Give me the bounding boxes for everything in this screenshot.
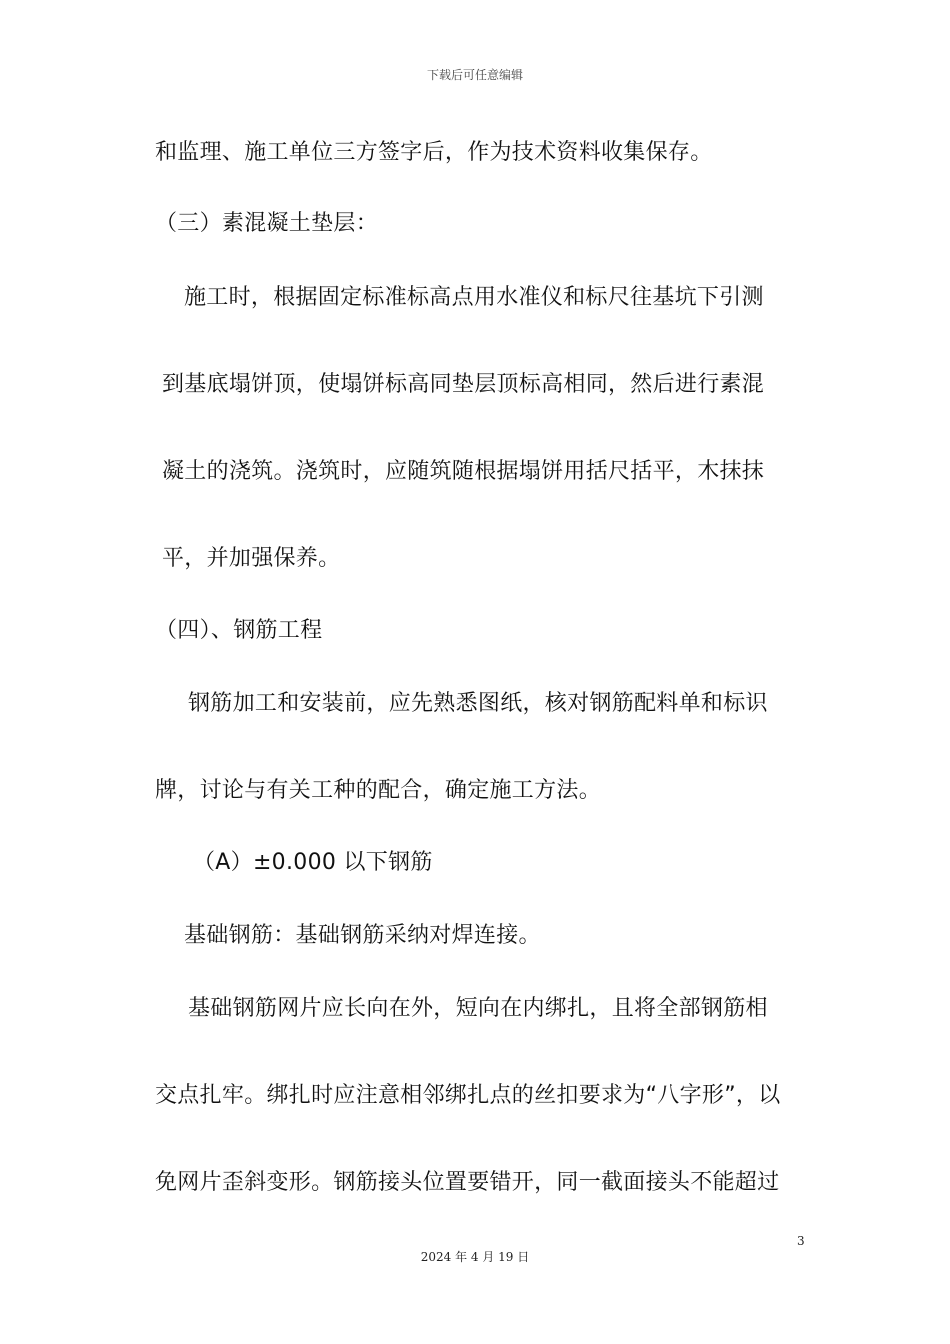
paragraph-line: 平，并加强保养。 — [162, 546, 341, 571]
footer-date: 2024 年 4 月 19 日 — [420, 1250, 530, 1264]
paragraph-line: 免网片歪斜变形。钢筋接头位置要错开，同一截面接头不能超过 — [155, 1170, 780, 1195]
paragraph-line: 交点扎牢。绑扎时应注意相邻绑扎点的丝扣要求为“八字形”，以 — [155, 1083, 781, 1108]
paragraph-line: 钢筋加工和安装前，应先熟悉图纸，核对钢筋配料单和标识 — [188, 691, 768, 716]
paragraph-line: 和监理、施工单位三方签字后，作为技术资料收集保存。 — [155, 140, 713, 165]
page-number: 3 — [797, 1234, 805, 1248]
paragraph-line: 到基底塌饼顶，使塌饼标高同垫层顶标高相同，然后进行素混 — [162, 372, 765, 397]
section-heading: （四）、钢筋工程 — [155, 618, 323, 643]
paragraph-line: 凝土的浇筑。浇筑时，应随筑随根据塌饼用括尺括平，木抹抹 — [162, 459, 765, 484]
subsection-heading: （A）±0.000 以下钢筋 — [193, 850, 433, 875]
paragraph-line: 牌，讨论与有关工种的配合，确定施工方法。 — [155, 778, 602, 803]
paragraph-line: 基础钢筋网片应长向在外，短向在内绑扎，且将全部钢筋相 — [188, 996, 768, 1021]
paragraph-line: 施工时，根据固定标准标高点用水准仪和标尺往基坑下引测 — [184, 285, 764, 310]
section-heading: （三）素混凝土垫层： — [155, 211, 379, 236]
header-note: 下载后可任意编辑 — [426, 68, 523, 82]
paragraph-line: 基础钢筋：基础钢筋采纳对焊连接。 — [184, 923, 541, 948]
